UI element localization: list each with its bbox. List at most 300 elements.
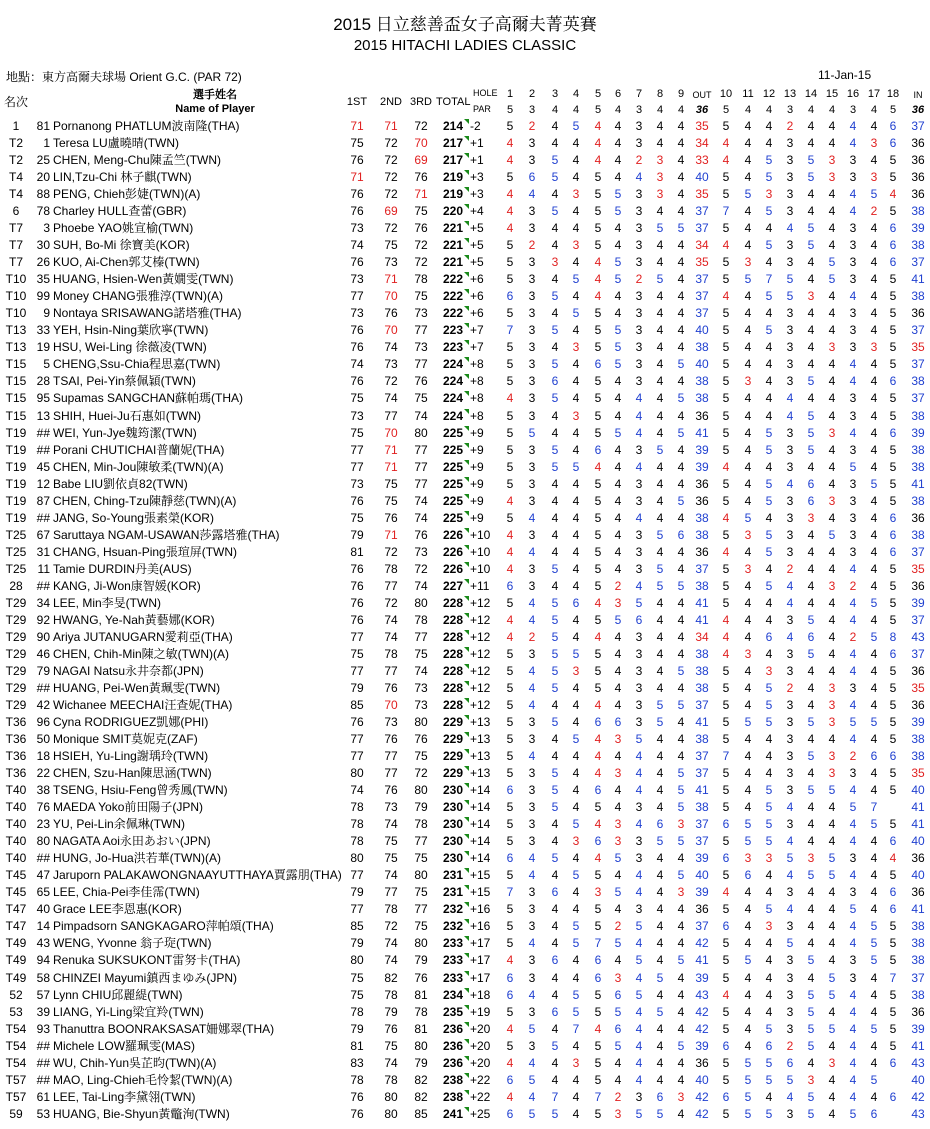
round-r2-cell: 75 bbox=[384, 493, 398, 508]
hole-score-cell: 5 bbox=[506, 425, 514, 440]
hole-score-cell: 5 bbox=[506, 170, 514, 185]
in-total-cell: 39 bbox=[911, 595, 925, 610]
round-r1-cell: 78 bbox=[350, 834, 364, 849]
hole-score-cell: 5 bbox=[889, 612, 897, 627]
in-total-cell: 38 bbox=[911, 527, 925, 542]
player-name-cell: MAO, Ling-Chieh毛怜絜(TWN)(A) bbox=[53, 1072, 233, 1087]
hole-score-cell: 5 bbox=[870, 595, 878, 610]
hole-score-cell: 4 bbox=[551, 698, 559, 713]
hole-score-cell: 3 bbox=[828, 340, 836, 355]
hole-score-cell: 4 bbox=[551, 527, 559, 542]
to-par-cell: +17 bbox=[470, 953, 491, 968]
hole-score-cell: 4 bbox=[744, 357, 752, 372]
hole-score-cell: 4 bbox=[828, 1004, 836, 1019]
hole-score-cell: 4 bbox=[849, 1038, 857, 1053]
hole-score-cell: 5 bbox=[889, 1004, 897, 1019]
hole-score-cell: 3 bbox=[828, 493, 836, 508]
hole-score-cell: 5 bbox=[828, 851, 836, 866]
hole-score-cell: 5 bbox=[722, 323, 730, 338]
table-row bbox=[0, 271, 930, 288]
hole-score-cell: 4 bbox=[656, 425, 664, 440]
hole-score-cell: 3 bbox=[528, 646, 536, 661]
hole-score-cell: 4 bbox=[656, 408, 664, 423]
table-row bbox=[0, 493, 930, 510]
total-cell: 230 bbox=[442, 851, 464, 866]
hole-score-cell: 3 bbox=[528, 408, 536, 423]
player-name-cell: Wichanee MEECHAI汪查妮(THA) bbox=[53, 698, 233, 713]
in-total-cell: 38 bbox=[911, 459, 925, 474]
player-name-cell: YU, Pei-Lin余佩琳(TWN) bbox=[53, 817, 186, 832]
hole-score-cell: 4 bbox=[614, 561, 622, 576]
hole-score-cell: 4 bbox=[744, 612, 752, 627]
hole-score-cell: 4 bbox=[677, 1004, 685, 1019]
hole-score-cell: 4 bbox=[572, 136, 580, 151]
hole-score-cell: 3 bbox=[614, 834, 622, 849]
hole-score-cell: 4 bbox=[677, 715, 685, 730]
rank-header: 名次 bbox=[4, 95, 29, 109]
hole-score-cell: 4 bbox=[849, 374, 857, 389]
hole-score-cell: 3 bbox=[786, 442, 794, 457]
hole-score-cell: 5 bbox=[722, 680, 730, 695]
hole-score-cell: 4 bbox=[828, 732, 836, 747]
round-r1-cell: 78 bbox=[350, 800, 364, 815]
table-row bbox=[0, 476, 930, 493]
hole-score-cell: 4 bbox=[551, 119, 559, 133]
hole-score-cell: 4 bbox=[744, 800, 752, 815]
total-cell: 233 bbox=[442, 936, 464, 951]
total-cell: 214 bbox=[442, 119, 464, 133]
hole-score-cell: 5 bbox=[722, 170, 730, 185]
hole-score-cell: 3 bbox=[528, 153, 536, 168]
to-par-cell: +7 bbox=[470, 323, 484, 338]
hole-score-cell: 4 bbox=[807, 902, 815, 917]
hole-score-cell: 4 bbox=[786, 476, 794, 491]
hole-score-cell: 5 bbox=[889, 919, 897, 934]
hole-score-cell: 5 bbox=[870, 187, 878, 202]
hole-score-cell: 5 bbox=[889, 493, 897, 508]
hole-score-cell: 5 bbox=[765, 680, 773, 695]
hole-score-cell: 4 bbox=[807, 578, 815, 593]
hole-score-cell: 3 bbox=[635, 306, 643, 321]
hole-score-cell: 4 bbox=[677, 919, 685, 934]
table-row bbox=[0, 970, 930, 987]
hole-score-cell: 3 bbox=[614, 817, 622, 832]
out-total-cell: 35 bbox=[695, 187, 709, 202]
hole-score-cell: 5 bbox=[889, 204, 897, 219]
hole-score-cell: 5 bbox=[786, 1072, 794, 1087]
hole-score-cell: 4 bbox=[656, 766, 664, 781]
to-par-cell: +8 bbox=[470, 357, 484, 372]
hole-score-cell: 5 bbox=[765, 289, 773, 304]
table-row bbox=[0, 527, 930, 544]
round-r3-cell: 72 bbox=[414, 238, 428, 253]
hole-score-cell: 6 bbox=[889, 885, 897, 900]
player-name-cell: Nontaya SRISAWANG諾塔雅(THA) bbox=[53, 306, 242, 321]
hole-score-cell: 3 bbox=[786, 1004, 794, 1019]
hole-score-cell: 5 bbox=[572, 646, 580, 661]
out-total-cell: 40 bbox=[695, 323, 709, 338]
hole-score-cell: 4 bbox=[744, 698, 752, 713]
round-r3-cell: 81 bbox=[414, 987, 428, 1002]
hole-score-cell: 4 bbox=[551, 493, 559, 508]
hole-score-cell: 4 bbox=[744, 340, 752, 355]
round-r1-cell: 76 bbox=[350, 595, 364, 610]
out-total-cell: 37 bbox=[695, 306, 709, 321]
hole-score-cell: 4 bbox=[765, 374, 773, 389]
in-total-cell: 41 bbox=[911, 800, 925, 815]
hole-score-cell: 4 bbox=[635, 885, 643, 900]
hole-score-cell: 4 bbox=[677, 732, 685, 747]
hole-score-cell: 4 bbox=[551, 408, 559, 423]
par-header-13: 4 bbox=[765, 104, 773, 116]
hole-score-cell: 4 bbox=[656, 800, 664, 815]
hole-score-cell: 6 bbox=[744, 868, 752, 883]
round-r3-cell: 74 bbox=[414, 663, 428, 678]
hole-score-cell: 3 bbox=[849, 153, 857, 168]
hole-score-cell: 3 bbox=[849, 510, 857, 525]
hole-score-cell: 5 bbox=[677, 783, 685, 798]
hole-score-cell: 5 bbox=[572, 732, 580, 747]
round-r3-cell: 80 bbox=[414, 595, 428, 610]
rank-cell: T19 bbox=[5, 476, 27, 491]
hole-score-cell: 3 bbox=[786, 425, 794, 440]
hole-score-cell: 3 bbox=[528, 357, 536, 372]
hole-score-cell: 4 bbox=[765, 766, 773, 781]
hole-score-cell: 6 bbox=[889, 749, 897, 764]
round-r1-cell: 76 bbox=[350, 561, 364, 576]
to-par-cell: +14 bbox=[470, 851, 491, 866]
hole-score-cell: 5 bbox=[614, 272, 622, 287]
hole-score-cell: 4 bbox=[572, 680, 580, 695]
table-row bbox=[0, 408, 930, 425]
out-total-cell: 37 bbox=[695, 204, 709, 219]
round-r1-cell: 83 bbox=[350, 1055, 364, 1070]
hole-score-cell: 3 bbox=[528, 561, 536, 576]
hole-score-cell: 3 bbox=[786, 459, 794, 474]
hole-score-cell: 6 bbox=[870, 749, 878, 764]
hole-score-cell: 4 bbox=[744, 987, 752, 1002]
hole-score-cell: 4 bbox=[656, 646, 664, 661]
hole-score-cell: 3 bbox=[635, 680, 643, 695]
hole-score-cell: 5 bbox=[722, 1004, 730, 1019]
hole-score-cell: 5 bbox=[722, 272, 730, 287]
round-r1-cell: 77 bbox=[350, 459, 364, 474]
round-r3-cell: 74 bbox=[414, 408, 428, 423]
hole-score-cell: 3 bbox=[528, 953, 536, 968]
round-r3-cell: 75 bbox=[414, 919, 428, 934]
round-r1-cell: 76 bbox=[350, 1106, 364, 1121]
table-row bbox=[0, 782, 930, 799]
hole-score-cell: 4 bbox=[594, 289, 602, 304]
hole-score-cell: 4 bbox=[506, 187, 514, 202]
hole-score-cell: 3 bbox=[786, 544, 794, 559]
total-cell: 228 bbox=[442, 646, 464, 661]
player-number-cell: 42 bbox=[36, 698, 50, 713]
hole-score-cell: 4 bbox=[870, 1004, 878, 1019]
hole-score-cell: 4 bbox=[506, 493, 514, 508]
hole-score-cell: 4 bbox=[614, 221, 622, 236]
player-name-cell: SUH, Bo-Mi 徐寶美(KOR) bbox=[53, 238, 190, 253]
hole-score-cell: 5 bbox=[551, 766, 559, 781]
hole-score-cell: 4 bbox=[572, 885, 580, 900]
hole-score-cell: 6 bbox=[889, 510, 897, 525]
rank-cell: T54 bbox=[5, 1021, 27, 1036]
round-r3-cell: 72 bbox=[414, 119, 428, 133]
round-r1-cell: 80 bbox=[350, 766, 364, 781]
total-cell: 223 bbox=[442, 323, 464, 338]
player-number-cell: 5 bbox=[43, 357, 50, 372]
hole-score-cell: 4 bbox=[677, 612, 685, 627]
to-par-cell: +22 bbox=[470, 1089, 491, 1104]
hole-score-cell: 4 bbox=[870, 902, 878, 917]
round-r1-cell: 80 bbox=[350, 953, 364, 968]
player-number-cell: 3 bbox=[43, 221, 50, 236]
hole-score-cell: 4 bbox=[656, 476, 664, 491]
hole-score-cell: 4 bbox=[786, 902, 794, 917]
hole-score-cell: 5 bbox=[765, 902, 773, 917]
hole-score-cell: 4 bbox=[870, 391, 878, 406]
hole-score-cell: 5 bbox=[765, 800, 773, 815]
round-r2-cell: 74 bbox=[384, 936, 398, 951]
hole-score-cell: 6 bbox=[594, 715, 602, 730]
in-total-cell: 36 bbox=[911, 187, 925, 202]
hole-score-cell: 4 bbox=[572, 970, 580, 985]
hole-score-cell: 4 bbox=[614, 527, 622, 542]
table-row bbox=[0, 748, 930, 765]
hole-score-cell: 4 bbox=[614, 153, 622, 168]
out-total-cell: 38 bbox=[695, 578, 709, 593]
hole-score-cell: 3 bbox=[786, 1106, 794, 1121]
hole-score-cell: 4 bbox=[786, 868, 794, 883]
in-total-cell: 38 bbox=[911, 204, 925, 219]
hole-score-cell: 4 bbox=[870, 425, 878, 440]
rank-cell: T47 bbox=[5, 919, 27, 934]
hole-score-cell: 5 bbox=[807, 1038, 815, 1053]
round-r1-cell: 73 bbox=[350, 476, 364, 491]
player-name-cell: NAGAI Natsu永井奈都(JPN) bbox=[53, 663, 204, 678]
hole-header-16: 15 bbox=[825, 88, 839, 100]
hole-score-cell: 5 bbox=[722, 970, 730, 985]
round-r2-cell: 75 bbox=[384, 1038, 398, 1053]
hole-score-cell: 6 bbox=[506, 987, 514, 1002]
in-total-cell: 37 bbox=[911, 544, 925, 559]
hole-score-cell: 4 bbox=[528, 698, 536, 713]
total-cell: 230 bbox=[442, 783, 464, 798]
round-r3-cell: 72 bbox=[414, 766, 428, 781]
hole-score-cell: 5 bbox=[807, 612, 815, 627]
player-number-cell: 14 bbox=[36, 919, 50, 934]
round-r3-cell: 77 bbox=[414, 629, 428, 644]
hole-score-cell: 4 bbox=[572, 510, 580, 525]
hole-score-cell: 4 bbox=[828, 238, 836, 253]
hole-score-cell: 4 bbox=[870, 272, 878, 287]
round-r1-cell: 78 bbox=[350, 1004, 364, 1019]
hole-score-cell: 5 bbox=[722, 493, 730, 508]
hole-score-cell: 5 bbox=[506, 936, 514, 951]
hole-score-cell: 5 bbox=[594, 612, 602, 627]
hole-score-cell: 4 bbox=[594, 732, 602, 747]
hole-score-cell: 4 bbox=[594, 766, 602, 781]
to-par-cell: +16 bbox=[470, 902, 491, 917]
hole-score-cell: 4 bbox=[870, 612, 878, 627]
hole-score-cell: 3 bbox=[849, 323, 857, 338]
hole-score-cell: 3 bbox=[786, 323, 794, 338]
hole-score-cell: 5 bbox=[594, 221, 602, 236]
total-cell: 233 bbox=[442, 953, 464, 968]
hole-score-cell: 4 bbox=[870, 323, 878, 338]
hole-score-cell: 4 bbox=[656, 323, 664, 338]
rank-cell: T36 bbox=[5, 732, 27, 747]
hole-score-cell: 4 bbox=[572, 170, 580, 185]
hole-score-cell: 5 bbox=[889, 459, 897, 474]
hole-score-cell: 5 bbox=[506, 119, 514, 133]
out-total-cell: 42 bbox=[695, 1021, 709, 1036]
round-r3-cell: 75 bbox=[414, 646, 428, 661]
hole-score-cell: 3 bbox=[786, 1021, 794, 1036]
in-total-cell: 39 bbox=[911, 1021, 925, 1036]
hole-score-cell: 4 bbox=[551, 136, 559, 151]
hole-score-cell: 4 bbox=[807, 663, 815, 678]
round-r3-cell: 80 bbox=[414, 783, 428, 798]
hole-score-cell: 4 bbox=[765, 459, 773, 474]
player-number-cell: 13 bbox=[36, 408, 50, 423]
hole-score-cell: 5 bbox=[506, 442, 514, 457]
hole-header-5: 5 bbox=[594, 88, 602, 100]
r1-header: 1ST bbox=[346, 96, 368, 108]
hole-score-cell: 3 bbox=[849, 766, 857, 781]
to-par-cell: +1 bbox=[470, 136, 484, 151]
hole-score-cell: 4 bbox=[807, 561, 815, 576]
hole-score-cell: 4 bbox=[786, 629, 794, 644]
rank-cell: T45 bbox=[5, 885, 27, 900]
hole-score-cell: 4 bbox=[722, 629, 730, 644]
hole-score-cell: 2 bbox=[614, 1089, 622, 1104]
hole-score-cell: 4 bbox=[765, 221, 773, 236]
par-header-7: 3 bbox=[635, 104, 643, 116]
in-total-cell: 36 bbox=[911, 578, 925, 593]
hole-score-cell: 4 bbox=[807, 119, 815, 133]
hole-score-cell: 5 bbox=[594, 493, 602, 508]
hole-score-cell: 6 bbox=[889, 527, 897, 542]
round-r3-cell: 75 bbox=[414, 851, 428, 866]
player-name-cell: SHIH, Huei-Ju石惠如(TWN) bbox=[53, 408, 202, 423]
hole-score-cell: 5 bbox=[551, 629, 559, 644]
hole-score-cell: 5 bbox=[594, 170, 602, 185]
hole-score-cell: 5 bbox=[889, 153, 897, 168]
table-row bbox=[0, 561, 930, 578]
hole-score-cell: 4 bbox=[870, 663, 878, 678]
hole-score-cell: 5 bbox=[677, 221, 685, 236]
rank-cell: 52 bbox=[9, 987, 23, 1002]
hole-score-cell: 6 bbox=[722, 1038, 730, 1053]
hole-score-cell: 4 bbox=[807, 459, 815, 474]
hole-score-cell: 5 bbox=[594, 919, 602, 934]
hole-score-cell: 4 bbox=[551, 936, 559, 951]
hole-score-cell: 4 bbox=[635, 391, 643, 406]
in-total-cell: 37 bbox=[911, 357, 925, 372]
hole-score-cell: 6 bbox=[656, 1089, 664, 1104]
hole-score-cell: 3 bbox=[828, 749, 836, 764]
hole-score-cell: 5 bbox=[870, 817, 878, 832]
par-header-15: 4 bbox=[807, 104, 815, 116]
hole-score-cell: 5 bbox=[722, 1055, 730, 1070]
hole-score-cell: 4 bbox=[744, 238, 752, 253]
hole-score-cell: 4 bbox=[656, 851, 664, 866]
hole-score-cell: 4 bbox=[594, 851, 602, 866]
hole-score-cell: 4 bbox=[870, 544, 878, 559]
hole-score-cell: 5 bbox=[807, 783, 815, 798]
to-par-cell: +12 bbox=[470, 663, 491, 678]
hole-score-cell: 3 bbox=[765, 919, 773, 934]
round-r2-cell: 73 bbox=[384, 715, 398, 730]
hole-score-cell: 5 bbox=[722, 425, 730, 440]
hole-score-cell: 5 bbox=[722, 953, 730, 968]
hole-score-cell: 3 bbox=[528, 374, 536, 389]
total-cell: 225 bbox=[442, 459, 464, 474]
hole-score-cell: 4 bbox=[849, 987, 857, 1002]
hole-score-cell: 4 bbox=[765, 391, 773, 406]
hole-score-cell: 4 bbox=[551, 817, 559, 832]
player-number-cell: 12 bbox=[36, 476, 50, 491]
total-cell: 224 bbox=[442, 391, 464, 406]
rank-cell: T15 bbox=[5, 374, 27, 389]
round-r1-cell: 75 bbox=[350, 136, 364, 151]
hole-score-cell: 5 bbox=[506, 766, 514, 781]
hole-score-cell: 5 bbox=[889, 868, 897, 883]
table-row bbox=[0, 765, 930, 782]
hole-score-cell: 6 bbox=[889, 544, 897, 559]
hole-score-cell: 4 bbox=[677, 510, 685, 525]
hole-score-cell: 4 bbox=[828, 629, 836, 644]
hole-score-cell: 3 bbox=[786, 187, 794, 202]
hole-score-cell: 5 bbox=[828, 987, 836, 1002]
total-cell: 238 bbox=[442, 1072, 464, 1087]
rank-cell: T29 bbox=[5, 595, 27, 610]
hole-score-cell: 4 bbox=[849, 919, 857, 934]
hole-score-cell: 4 bbox=[551, 834, 559, 849]
hole-score-cell: 4 bbox=[506, 136, 514, 151]
player-number-cell: ## bbox=[36, 1055, 50, 1070]
hole-score-cell: 4 bbox=[635, 783, 643, 798]
hole-score-cell: 4 bbox=[572, 578, 580, 593]
in-total-cell: 37 bbox=[911, 646, 925, 661]
hole-score-cell: 5 bbox=[722, 1021, 730, 1036]
hole-score-cell: 5 bbox=[506, 476, 514, 491]
hole-score-cell: 7 bbox=[722, 204, 730, 219]
round-r3-cell: 76 bbox=[414, 170, 428, 185]
hole-score-cell: 4 bbox=[786, 1089, 794, 1104]
hole-score-cell: 4 bbox=[807, 544, 815, 559]
hole-score-cell: 4 bbox=[870, 153, 878, 168]
round-r2-cell: 76 bbox=[384, 306, 398, 321]
round-r3-cell: 75 bbox=[414, 885, 428, 900]
hole-score-cell: 3 bbox=[528, 970, 536, 985]
hole-score-cell: 5 bbox=[572, 272, 580, 287]
hole-score-cell: 3 bbox=[849, 170, 857, 185]
round-r3-cell: 80 bbox=[414, 1038, 428, 1053]
hole-score-cell: 3 bbox=[786, 136, 794, 151]
table-row bbox=[0, 152, 930, 169]
round-r2-cell: 69 bbox=[384, 204, 398, 219]
date-label: 11-Jan-15 bbox=[818, 68, 872, 82]
player-name-cell: LIANG, Yi-Ling梁宜羚(TWN) bbox=[53, 1004, 204, 1019]
table-row bbox=[0, 833, 930, 850]
hole-score-cell: 5 bbox=[594, 663, 602, 678]
hole-score-cell: 4 bbox=[807, 136, 815, 151]
hole-score-cell: 4 bbox=[656, 340, 664, 355]
out-total-cell: 41 bbox=[695, 612, 709, 627]
hole-score-cell: 5 bbox=[722, 391, 730, 406]
